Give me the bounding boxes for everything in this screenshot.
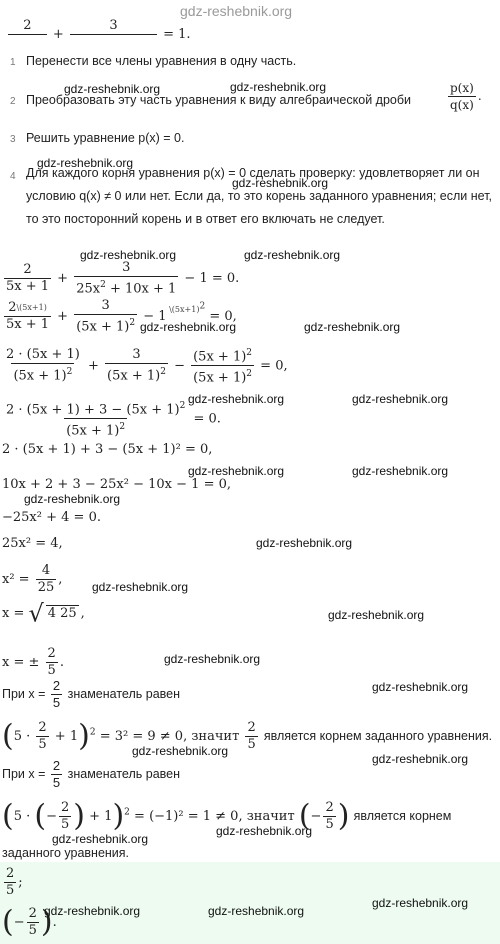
watermark: gdz-reshebnik.org bbox=[188, 464, 285, 478]
check-2-intro: При x = $\frac{2}{5}$ знаменатель равен bbox=[2, 758, 180, 790]
watermark: gdz-reshebnik.org bbox=[24, 492, 121, 506]
watermark: gdz-reshebnik.org bbox=[352, 464, 449, 478]
watermark: gdz-reshebnik.org bbox=[44, 904, 141, 918]
watermark: gdz-reshebnik.org bbox=[64, 82, 161, 96]
equation-8: 25x² = 4, bbox=[2, 536, 63, 551]
check-2-continued: заданного уравнения. bbox=[2, 846, 130, 860]
equation-1: $\frac{2}{5x + 1}$ + $\frac{3}{25x^2 + 10x + 1}$ − 1 = 0. bbox=[6, 260, 240, 297]
watermark: gdz-reshebnik.org bbox=[208, 904, 305, 918]
equation-7: −25x² + 4 = 0. bbox=[2, 510, 101, 525]
watermark: gdz-reshebnik.org bbox=[164, 652, 261, 666]
equation-2: $\frac{2^{\backslash(5x+1)}}{5x + 1}$ + $\frac{3}{(5x + 1)^2}$ − 1 $^{\backslash(5x+1)2}$ = 0, bbox=[6, 298, 237, 335]
watermark: gdz-reshebnik.org bbox=[372, 896, 469, 910]
step-text: Для каждого корня уравнения p(x) = 0 сделать проверку: удовлетворяет ли он условию q(x) ≠ 0 или нет. Если да, то это корень заданного уравнения; если нет, то это посторонний корень и в ответ его включать не следует. bbox=[26, 166, 493, 226]
watermark: gdz-reshebnik.org bbox=[140, 320, 237, 334]
watermark: gdz-reshebnik.org bbox=[132, 744, 229, 758]
watermark: gdz-reshebnik.org bbox=[37, 156, 134, 170]
watermark: gdz-reshebnik.org bbox=[372, 752, 469, 766]
equation-3: $\frac{2 \cdot (5x + 1)}{(5x + 1)^2}$ + $\frac{3}{(5x + 1)^2}$ − $\frac{(5x + 1)^2}{(5x + 1)^2}$ = 0, bbox=[6, 347, 288, 386]
watermark: gdz-reshebnik.org bbox=[52, 832, 149, 846]
answer-first: $\frac{2}{5}$ ; bbox=[6, 866, 23, 898]
watermark: gdz-reshebnik.org bbox=[230, 80, 327, 94]
step-number: 2 bbox=[10, 96, 16, 107]
equation-10: x = √ 4 25 , bbox=[2, 599, 85, 628]
watermark: gdz-reshebnik.org bbox=[304, 320, 401, 334]
step-text: Перенести все члены уравнения в одну часть. bbox=[26, 54, 297, 68]
watermark: gdz-reshebnik.org bbox=[372, 680, 469, 694]
step-text: Решить уравнение p(x) = 0. bbox=[26, 131, 185, 145]
watermark: gdz-reshebnik.org bbox=[328, 608, 425, 622]
fraction-pq: $\frac{p(x)}{q(x)}$ . bbox=[450, 81, 482, 112]
watermark: gdz-reshebnik.org bbox=[180, 3, 293, 19]
equation-5: 2 · (5x + 1) + 3 − (5x + 1)² = 0, bbox=[2, 442, 213, 457]
step-number: 1 bbox=[10, 57, 16, 68]
equation-9: x² = $\frac{4}{25}$ , bbox=[2, 563, 63, 595]
watermark: gdz-reshebnik.org bbox=[256, 536, 353, 550]
watermark: gdz-reshebnik.org bbox=[80, 248, 177, 262]
equation-4: $\frac{2 \cdot (5x + 1) + 3 - (5x + 1)^2}{(5x + 1)^2}$ = 0. bbox=[6, 401, 221, 439]
check-1-intro: При x = $\frac{2}{5}$ знаменатель равен bbox=[2, 678, 180, 710]
watermark: gdz-reshebnik.org bbox=[244, 248, 341, 262]
watermark: gdz-reshebnik.org bbox=[352, 392, 449, 406]
equation-11: x = ± $\frac{2}{5}$ . bbox=[2, 646, 64, 678]
check-2-line: (5 · (− $\frac{2}{5}$ ) + 1)$^2$ = (−1)² = 1 ≠ 0, значит (− $\frac{2}{5}$ ) является корнем bbox=[2, 798, 452, 834]
step-number: 3 bbox=[10, 134, 16, 145]
watermark: gdz-reshebnik.org bbox=[216, 824, 313, 838]
step-number: 4 bbox=[10, 171, 16, 182]
watermark: gdz-reshebnik.org bbox=[232, 176, 329, 190]
watermark: gdz-reshebnik.org bbox=[188, 392, 285, 406]
step-text: Преобразовать эту часть уравнения к виду алгебраической дроби bbox=[26, 93, 411, 107]
header-equation: 2 + 3 = 1. bbox=[6, 18, 191, 51]
equation-6: 10x + 2 + 3 − 25x² − 10x − 1 = 0, bbox=[2, 477, 231, 492]
check-1-line: (5 · $\frac{2}{5}$ + 1)$^2$ = 3² = 9 ≠ 0, значит $\frac{2}{5}$ является корнем заданного уравнения. bbox=[2, 718, 493, 754]
watermark: gdz-reshebnik.org bbox=[92, 580, 189, 594]
answer-second: (− $\frac{2}{5}$ ). bbox=[2, 904, 57, 940]
